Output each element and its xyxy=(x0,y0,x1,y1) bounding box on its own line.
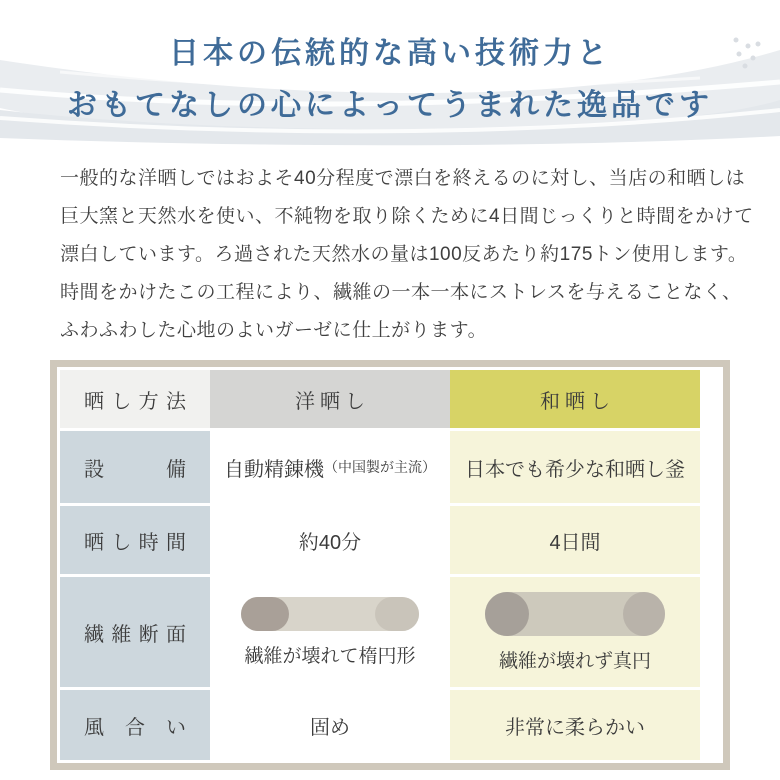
fiber-label: 繊 維 断 面 xyxy=(84,623,186,646)
equipment-label: 設 備 xyxy=(84,458,186,481)
label-cell-fiber xyxy=(60,577,210,687)
header-cell-washi-bleach: 和晒し xyxy=(450,370,700,428)
intro-line-4: 時間をかけたこの工程により、繊維の一本一本にストレスを与えることなく、 xyxy=(60,282,742,303)
page-title-line1: 日本の伝統的な高い技術力と xyxy=(169,37,611,70)
cell-fiber-washi xyxy=(450,577,700,687)
cell-time-washi: 4日間 xyxy=(450,506,700,574)
fiber-west-illustration xyxy=(241,597,419,631)
pill-right-cap-icon xyxy=(375,597,419,631)
intro-line-1: 一般的な洋晒しではおよそ40分程度で漂白を終えるのに対し、当店の和晒しは xyxy=(60,168,746,189)
bleach-time-label: 晒 し 時 間 xyxy=(84,531,186,554)
cell-fiber-west xyxy=(210,577,450,687)
intro-line-3: 漂白しています。ろ過された天然水の量は100反あたり約175トン使用します。 xyxy=(60,244,748,265)
label-cell-texture xyxy=(60,690,210,760)
comparison-table xyxy=(50,360,730,770)
cell-texture-west: 固め xyxy=(210,690,450,760)
table-row-bleach-time xyxy=(60,506,720,574)
texture-label: 風 合 い xyxy=(84,716,186,739)
fiber-washi-illustration xyxy=(485,592,665,636)
label-cell-equipment xyxy=(60,431,210,503)
table-row-texture xyxy=(60,690,720,760)
pill-right-cap-icon xyxy=(623,592,665,636)
pill-left-cap-icon xyxy=(485,592,529,636)
header-cell-west-bleach: 洋晒し xyxy=(210,370,450,428)
fiber-washi-caption: 繊維が壊れず真円 xyxy=(498,650,651,672)
intro-paragraph xyxy=(60,160,754,350)
equipment-west-value: 自動精錬機 xyxy=(224,458,324,481)
table-row-fiber-cross-section xyxy=(60,577,720,687)
intro-line-5: ふわふわした心地のよいガーゼに仕上がります。 xyxy=(60,320,488,341)
cell-equipment-washi: 日本でも希少な和晒し釜 xyxy=(450,431,700,503)
table-row-equipment xyxy=(60,431,720,503)
header-method-label: 晒 し 方 法 xyxy=(84,390,186,413)
cell-equipment-west xyxy=(210,431,450,503)
cell-texture-washi: 非常に柔らかい xyxy=(450,690,700,760)
pill-left-cap-icon xyxy=(241,597,289,631)
page-title xyxy=(0,0,780,132)
label-cell-bleach-time xyxy=(60,506,210,574)
cell-time-west: 約40分 xyxy=(210,506,450,574)
header-cell-method xyxy=(60,370,210,428)
fiber-west-caption: 繊維が壊れて楕円形 xyxy=(244,645,416,667)
intro-line-2: 巨大窯と天然水を使い、不純物を取り除くために4日間じっくりと時間をかけて xyxy=(60,206,754,227)
equipment-west-note: （中国製が主流） xyxy=(324,459,436,475)
table-header-row xyxy=(60,370,720,428)
hero-banner xyxy=(0,0,780,146)
page-title-line2: おもてなしの心によってうまれた逸品です xyxy=(67,89,713,122)
